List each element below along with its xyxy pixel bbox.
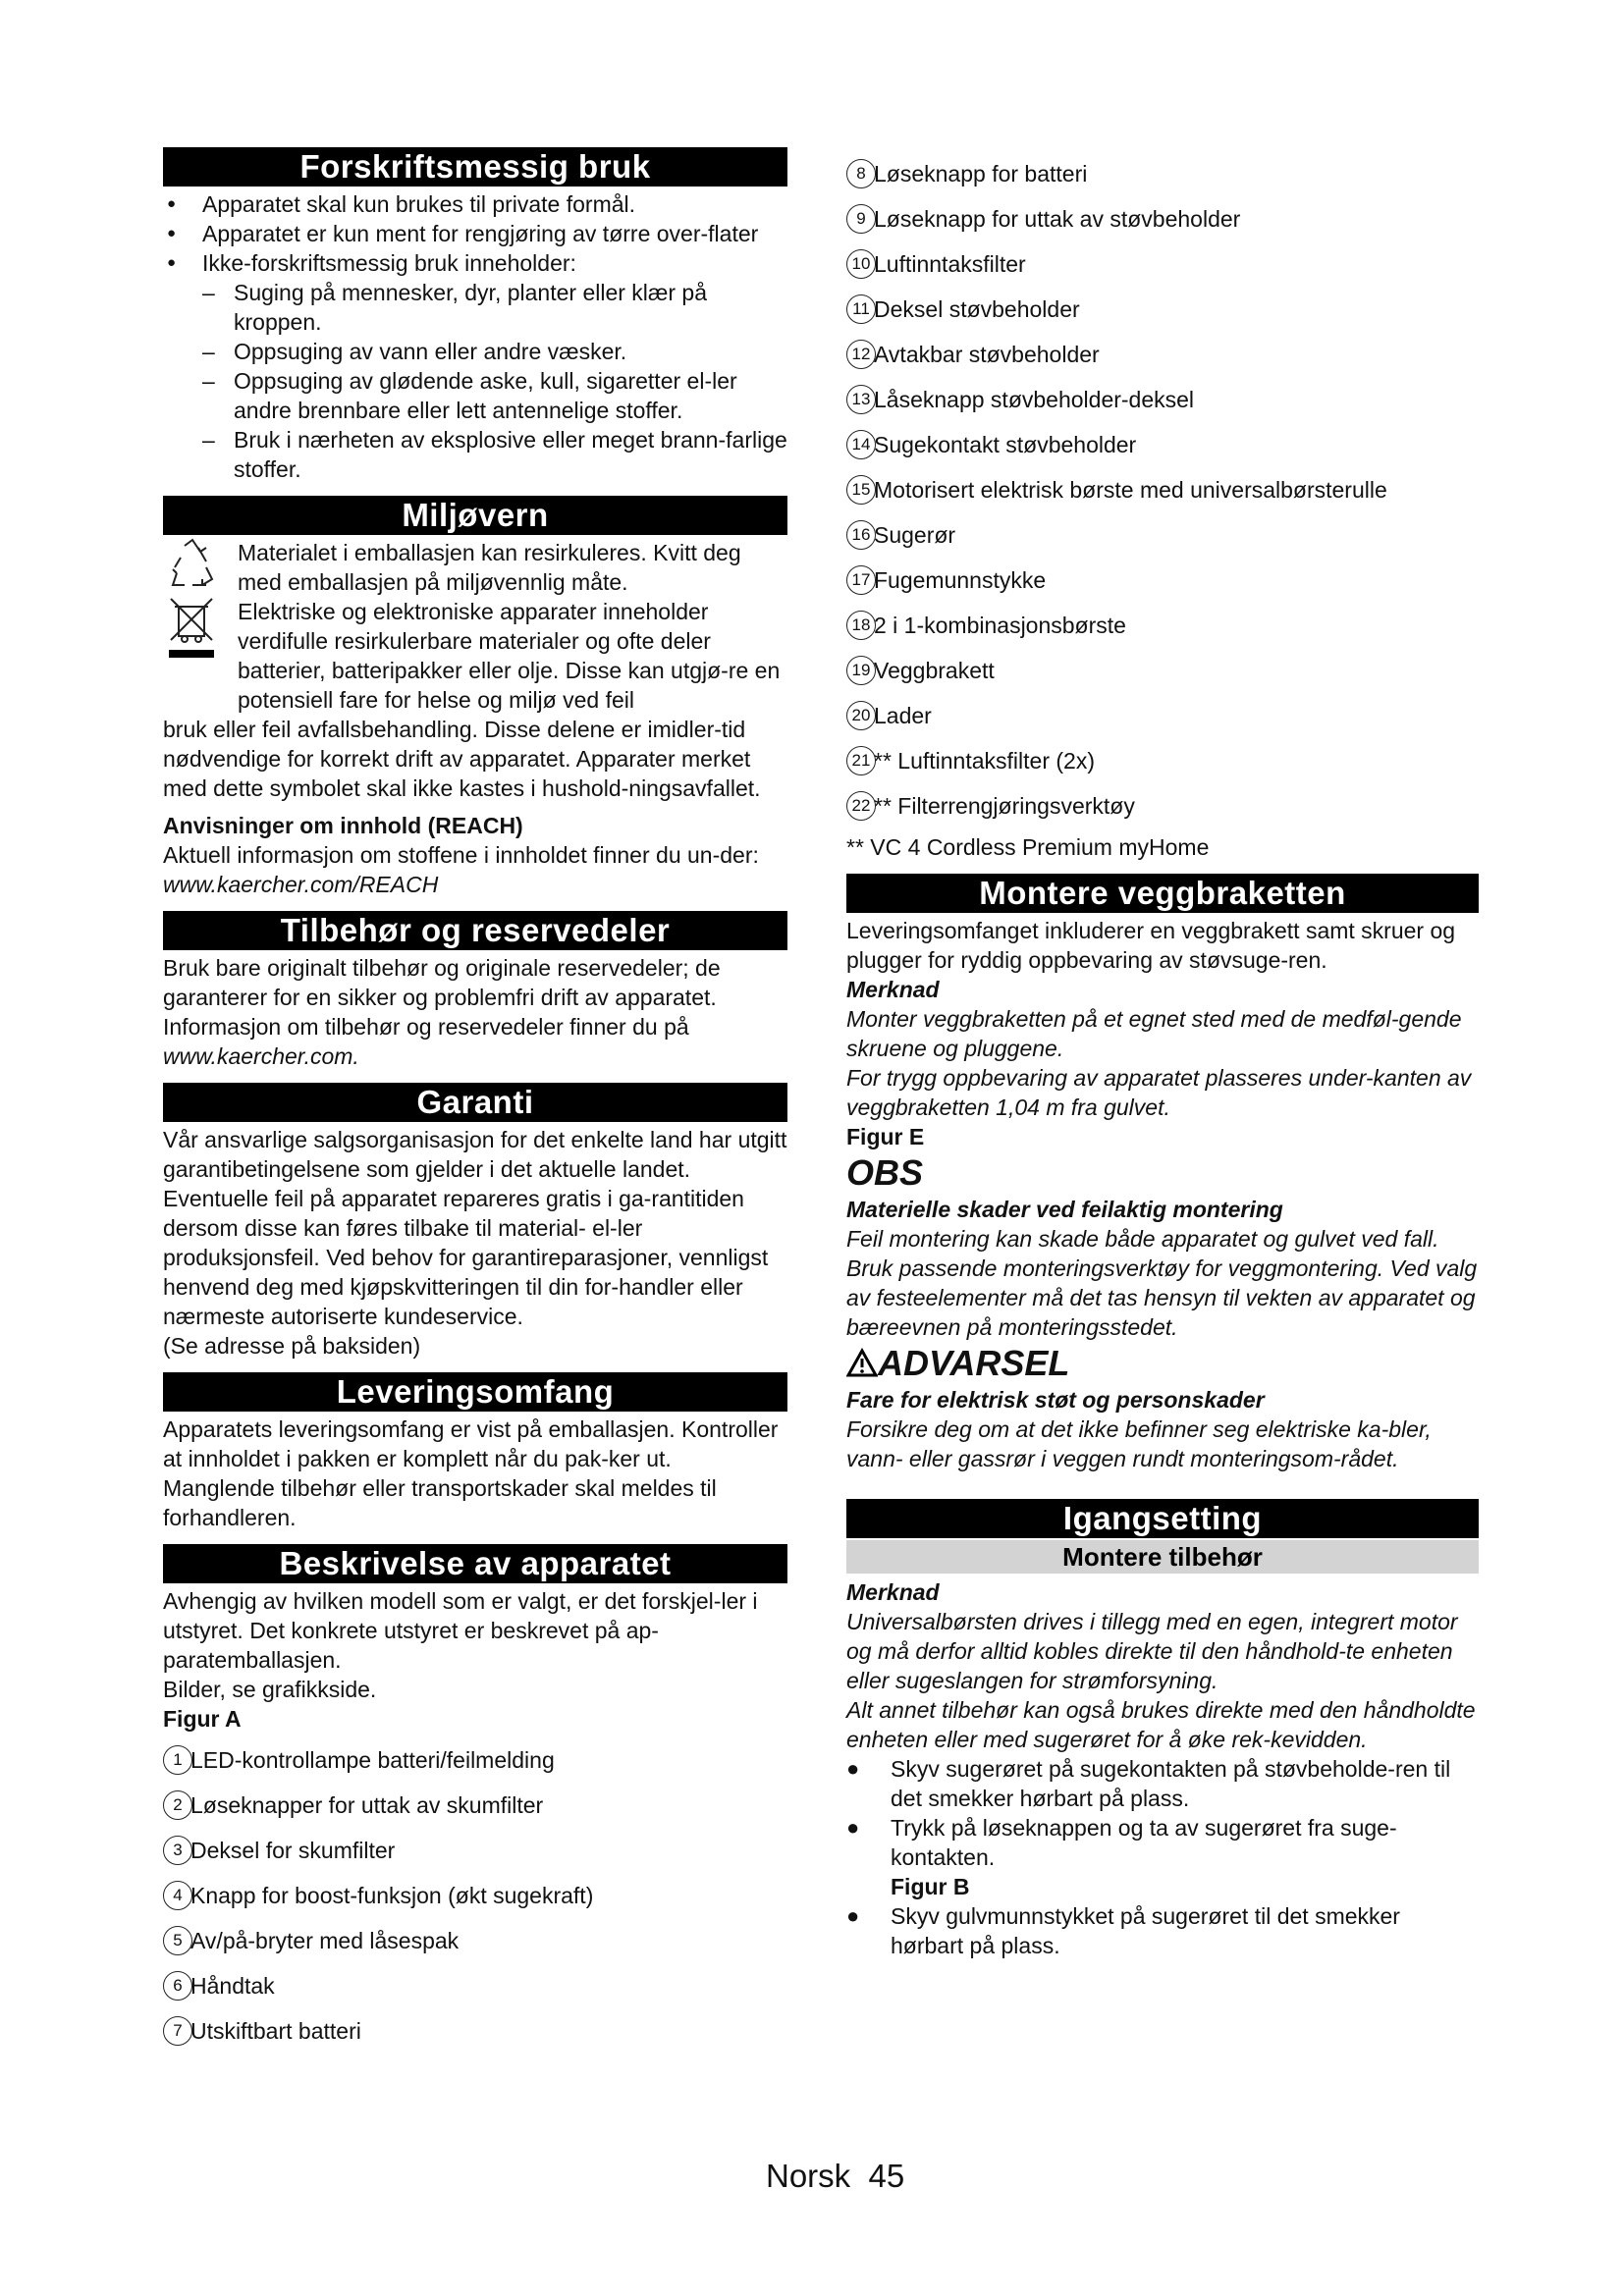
list-item [846,648,1479,693]
item-label: Fugemunnstykke [874,566,1047,593]
description-text: Avhengig av hvilken modell som er valgt, er det forskjel-ler i utstyret. Det konkrete utstyret er beskrevet på ap-paratemballasjen. [163,1588,758,1673]
item-label: Løseknapp for uttak av støvbeholder [874,205,1241,232]
section-heading-warranty: Garanti [163,1083,787,1122]
reach-text: Aktuell informasjon om stoffene i innholdet finner du un-der: [163,842,759,868]
item-label: Utskiftbart batteri [190,2017,361,2044]
weee-bar-icon [169,650,214,658]
list-item: – Suging på mennesker, dyr, planter eller klær på kroppen. [163,278,787,337]
weee-text: Elektriske og elektroniske apparater inneholder verdifulle resirkulerbare materialer og ofte deler batterier, batteripakker eller olje. Disse kan utgjø-re en potensiell fare for helse og miljø ved feil [238,599,781,713]
warranty-note: (Se adresse på baksiden) [163,1333,421,1359]
item-label: Deksel støvbeholder [874,295,1080,322]
note-text: Alt annet tilbehør kan også brukes direkte med den håndholdte enheten eller med sugerøret for å øke rek-kevidden. [846,1697,1476,1752]
section-heading-start-up: Igangsetting [846,1499,1479,1538]
item-number: 9 [846,204,876,234]
item-label: Låseknapp støvbeholder-deksel [874,386,1195,412]
delivery-text: Apparatets leveringsomfang er vist på emballasjen. Kontroller at innholdet i pakken er komplett når du pak-ker ut. Manglende tilbehør eller transportskader skal meldes til forhandleren. [163,1416,779,1530]
parts-list-continued [846,151,1479,828]
caution-title: Materielle skader ved feilaktig montering [846,1197,1283,1222]
item-number: 7 [163,2016,192,2046]
warranty-text: Vår ansvarlige salgsorganisasjon for det enkelte land har utgitt garantibetingelsene som gjelder i det aktuelle landet. Eventuelle feil på apparatet repareres gratis i ga-rantitiden dersom disse kan føres tilbake til material- el-ler produksjonsfeil. Ved behov for garantireparasjoner, vennligst henvend deg med kjøpskvitteringen til din for-handler eller nærmeste autoriserte kundeservice. [163,1127,787,1329]
parts-list [163,1737,787,2054]
item-number: 3 [163,1836,192,1865]
item-label: 2 i 1-kombinasjonsbørste [874,612,1126,638]
item-label: Løseknapper for uttak av skumfilter [190,1791,544,1818]
list-item [163,1737,787,1783]
section-heading-wall-bracket: Montere veggbraketten [846,874,1479,913]
list-item [163,1963,787,2008]
list-item [846,738,1479,783]
figure-label: Figur B [891,1874,970,1899]
recycling-text: Materialet i emballasjen kan resirkuleres. Kvitt deg med emballasjen på miljøvennlig måte. [238,540,741,595]
item-number: 4 [163,1881,192,1910]
item-number: 16 [846,520,876,550]
list-item [846,783,1479,828]
environment-block [163,538,787,715]
weee-bin-icon [171,599,212,642]
steps-list [846,1901,1479,1960]
item-number: 18 [846,611,876,640]
list-item: ● Skyv sugerøret på sugekontakten på støvbeholde-ren til det smekker hørbart på plass. [846,1756,1451,1811]
item-number: 6 [163,1971,192,2001]
list-item [846,377,1479,422]
item-number: 21 [846,746,876,775]
item-number: 8 [846,159,876,188]
list-item [846,422,1479,467]
item-label: LED-kontrollampe batteri/feilmelding [190,1746,555,1773]
item-label: Håndtak [190,1972,275,1999]
list-item [846,467,1479,512]
list-item [163,1828,787,1873]
item-number: 22 [846,791,876,821]
item-number: 11 [846,294,876,324]
item-number: 13 [846,385,876,414]
item-number: 14 [846,430,876,459]
list-item [163,1918,787,1963]
reach-link[interactable]: www.kaercher.com/REACH [163,872,439,897]
list-item [163,1783,787,1828]
caution-heading: OBS [846,1152,924,1193]
item-number: 5 [163,1926,192,1955]
kaercher-link[interactable]: www.kaercher.com. [163,1043,359,1069]
list-item [846,693,1479,738]
warning-title: Fare for elektrisk støt og personskader [846,1387,1265,1413]
improper-use-list [163,278,787,484]
item-label: ** Filterrengjøringsverktøy [874,792,1135,819]
item-label: Av/på-bryter med låsespak [190,1927,460,1953]
note-label: Merknad [846,977,940,1002]
list-item: – Oppsuging av glødende aske, kull, sigaretter el-ler andre brennbare eller lett antennelige stoffer. [163,366,787,425]
section-heading-scope-of-delivery: Leveringsomfang [163,1372,787,1412]
item-label: Luftinntaksfilter [874,250,1026,277]
list-item [846,241,1479,287]
caution-text: Feil montering kan skade både apparatet og gulvet ved fall. [846,1226,1439,1252]
item-number: 2 [163,1790,192,1820]
list-item: ● Apparatet skal kun brukes til private formål. [163,189,787,219]
model-footnote: ** VC 4 Cordless Premium myHome [846,834,1210,860]
item-label: Veggbrakett [874,657,995,683]
page-footer [766,2158,904,2195]
list-item [846,151,1479,196]
item-label: Avtakbar støvbeholder [874,341,1100,367]
left-column [163,145,787,2054]
item-number: 17 [846,565,876,595]
list-item: ● Apparatet er kun ment for rengjøring av tørre over-flater [163,219,787,248]
recycle-icon [163,538,222,660]
item-number: 15 [846,475,876,505]
note-text: Universalbørsten drives i tillegg med en egen, integrert motor og må derfor alltid kobles direkte til den håndhold-te enheten eller sugeslangen for strømforsyning. [846,1609,1458,1693]
warning-label: ADVARSEL [878,1343,1070,1383]
list-item [846,558,1479,603]
item-number: 1 [163,1745,192,1775]
item-label: Sugekontakt støvbeholder [874,431,1137,457]
item-number: 10 [846,249,876,279]
list-item: – Oppsuging av vann eller andre væsker. [163,337,787,366]
item-label: Deksel for skumfilter [190,1837,396,1863]
list-item [846,332,1479,377]
item-label: Lader [874,702,932,728]
section-heading-accessories: Tilbehør og reservedeler [163,911,787,950]
figure-label: Figur A [163,1706,242,1732]
item-number: 12 [846,340,876,369]
list-item [163,1873,787,1918]
warning-heading [846,1342,1479,1385]
list-item [846,196,1479,241]
item-label: ** Luftinntaksfilter (2x) [874,747,1095,774]
intended-use-list [163,189,787,278]
item-label: Motorisert elektrisk børste med universalbørsterulle [874,476,1387,503]
accessories-text: Bruk bare originalt tilbehør og originale reservedeler; de garanterer for en sikker og problemfri drift av apparatet. Informasjon om tilbehør og reservedeler finner du på [163,955,721,1040]
wall-bracket-text: Leveringsomfanget inkluderer en veggbrakett samt skruer og plugger for ryddig oppbevaring av støvsuge-ren. [846,918,1456,973]
section-heading-intended-use: Forskriftsmessig bruk [163,147,787,187]
warning-text: Forsikre deg om at det ikke befinner seg elektriske ka-bler, vann- eller gassrør i veggen rundt monteringsom-rådet. [846,1416,1432,1471]
list-item [846,512,1479,558]
list-item: ● Skyv gulvmunnstykket på sugerøret til det smekker hørbart på plass. [846,1903,1400,1958]
note-label: Merknad [846,1579,940,1605]
item-label: Sugerør [874,521,956,548]
item-label: Løseknapp for batteri [874,160,1088,187]
item-number: 19 [846,656,876,685]
pictures-note: Bilder, se grafikkside. [163,1677,377,1702]
section-heading-device-description: Beskrivelse av apparatet [163,1544,787,1583]
footer-language: Norsk [766,2158,851,2194]
page-number: 45 [868,2158,905,2194]
list-item: – Bruk i nærheten av eksplosive eller meget brann-farlige stoffer. [163,425,787,484]
steps-list [846,1754,1479,1872]
note-text: Monter veggbraketten på et egnet sted med de medføl-gende skruene og pluggene. [846,1006,1462,1061]
note-text: For trygg oppbevaring av apparatet plasseres under-kanten av veggbraketten 1,04 m fra gulvet. [846,1065,1472,1120]
warning-triangle-icon [846,1348,878,1377]
right-column [846,151,1479,1960]
list-item [846,603,1479,648]
item-number: 20 [846,701,876,730]
caution-text: Bruk passende monteringsverktøy for veggmontering. Ved valg av festeelementer må det tas hensyn til vekten av apparatet og bæreevnen på monteringsstedet. [846,1255,1478,1340]
figure-label: Figur E [846,1124,925,1149]
reach-heading: Anvisninger om innhold (REACH) [163,813,523,838]
weee-text-continued: bruk eller feil avfallsbehandling. Disse delene er imidler-tid nødvendige for korrekt drift av apparatet. Apparater merket med dette symbolet skal ikke kastes i hushold-ningsavfallet. [163,717,761,801]
list-item [846,287,1479,332]
item-label: Knapp for boost-funksjon (økt sugekraft) [190,1882,594,1908]
list-item [163,2008,787,2054]
section-heading-environment: Miljøvern [163,496,787,535]
subsection-heading-fit-accessories: Montere tilbehør [846,1540,1479,1574]
list-item: ● Ikke-forskriftsmessig bruk inneholder: [163,248,787,278]
list-item: ● Trykk på løseknappen og ta av sugerøret fra suge-kontakten. [846,1815,1397,1870]
